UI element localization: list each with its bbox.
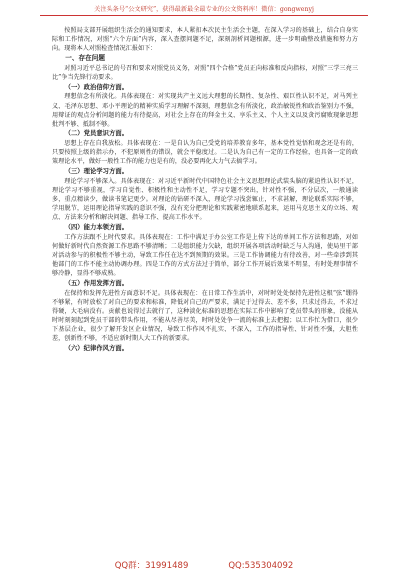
paragraph-party-awareness: 思想上存在自我放松。具体表现在：一是自认为自己受党的培养教育多年，基本党性觉悟和观念还是有的，只要按照上级的指示办，不犯原则性的错误，就会平稳度过。二是认为自己有一定的工作经验，也具备一定的政策理论水平，做好一般性工作的能力也是有的，没必要再化大力气去搞学习。 [52,140,358,166]
subheading-capability: （四）能力本领方面。 [64,223,129,231]
section-heading-problems: 一、存在问题 [65,53,106,62]
intro-paragraph: 按照局支部开展组织生活会的通知要求，本人紧扣本次民主生活会主题，在深入学习的基础上，结合自身实际和工作情况，对照“六个方面”内容，深入查摆问题不足，深刻剖析问题根源，进一步明确整改措施和努力方向。现将本人对照检查情况汇报如下： [52,27,358,53]
qq-group-number: QQ群：31991489 [114,561,189,571]
paragraph-role: 在保持和发挥先进性方面意识不足。具体表现在：在日常工作生活中，对时时处处保持先进性这根“弦”绷得不够紧，有时放松了对自己的要求和标准，降低对自己的严要求，满足于过得去、差不多，只求过得去，不求过得硬，大毛病没有。贡献也说得过去就行了，这种淡化标准的思想在实际工作中影响了党员带头的形象，没能从时时刻刻起到党员干部的带头作用，不能从尽善尽美，时时处处争一流的标准上去把握；以工作忙为借口，很少下基层企业，很少了解开发区企业情况，导致工作作风不扎实、不深入，工作的指导性、针对性不强，大胆性差，创新性不够，不适应新时期人大工作的新要求。 [52,289,358,343]
subheading-role: （五）作用发挥方面。 [64,279,129,287]
promo-banner: 关注头条号“公文研究”，获得最新最全最专业的公文资料库！微信：gongwenyj [40,5,368,16]
subheading-political-belief: （一）政治信仰方面。 [64,83,129,91]
paragraph-capability: 工作方法跟不上时代要求。具体表现在：工作中满足于办公室工作是上传下达的单间工作方法和思路，对如何做好新时代自然资源工作思路不够清晰；二是组织能力欠缺，组织开展各项活动时缺乏与人沟通，使局里干部对活动参与的积极性不够主动，导致工作任在达不到预期的效果。三是工作协调能力有待改善，对一些牵涉到其他部门的工作不能主动协调办理。四是工作的方式方法过于简单，部分工作开展后效果不明显，有时处理事情不够冷静，显得不够成熟。 [52,233,358,278]
subheading-party-awareness: （二）党员意识方面。 [64,130,129,138]
paragraph-political-belief: 理想信念有所淡化。具体表现在：对实现共产主义远大理想的长期性、复杂性、艰巨性认识不足，对马列主义、毛泽东思想、邓小平理论的精神实质学习理解不深刻，理想信念有所淡化，政治敏锐性和政治鉴别力不强，用辩证的观点分析问题的能力有待提高，对社会上存在的拜金主义、享乐主义、个人主义以及贪污腐败现象思想批判不够、抵制不够。 [52,93,358,128]
qq-number: QQ:535304092 [228,561,294,571]
paragraph-theory-study: 理论学习不够深入。具体表现在：对习近平新时代中国特色社会主义思想理论武装头脑的紧迫性认识不足，理论学习不够重视，学习自觉性、积极性和主动性不足，学习专题不突出，针对性不强，不分层次，一般通读多，重点精读少，做读书笔记更少。对理论的钻研不深入，理论学习浅尝辄止，不求甚解，理论联系实际不够，学用脱节，运用理论指导实践的意识不强，没有充分把理论和实践紧密地联系起来，运用马克思主义的立场、观点、方法来分析和解决问题、指导工作、提高工作水平。 [52,177,358,222]
subheading-discipline: （六）纪律作风方面。 [64,344,129,352]
document-body [52,26,358,544]
section-intro-paragraph: 对照习近平总书记的号召和要求对照党员义务，对照“四个合格”党员正向标准和反向指标，对照“三学三亮三比”争当先锋行动要求。 [52,64,358,81]
contact-footer [0,560,408,572]
subheading-theory-study: （三）理论学习方面。 [64,168,129,176]
